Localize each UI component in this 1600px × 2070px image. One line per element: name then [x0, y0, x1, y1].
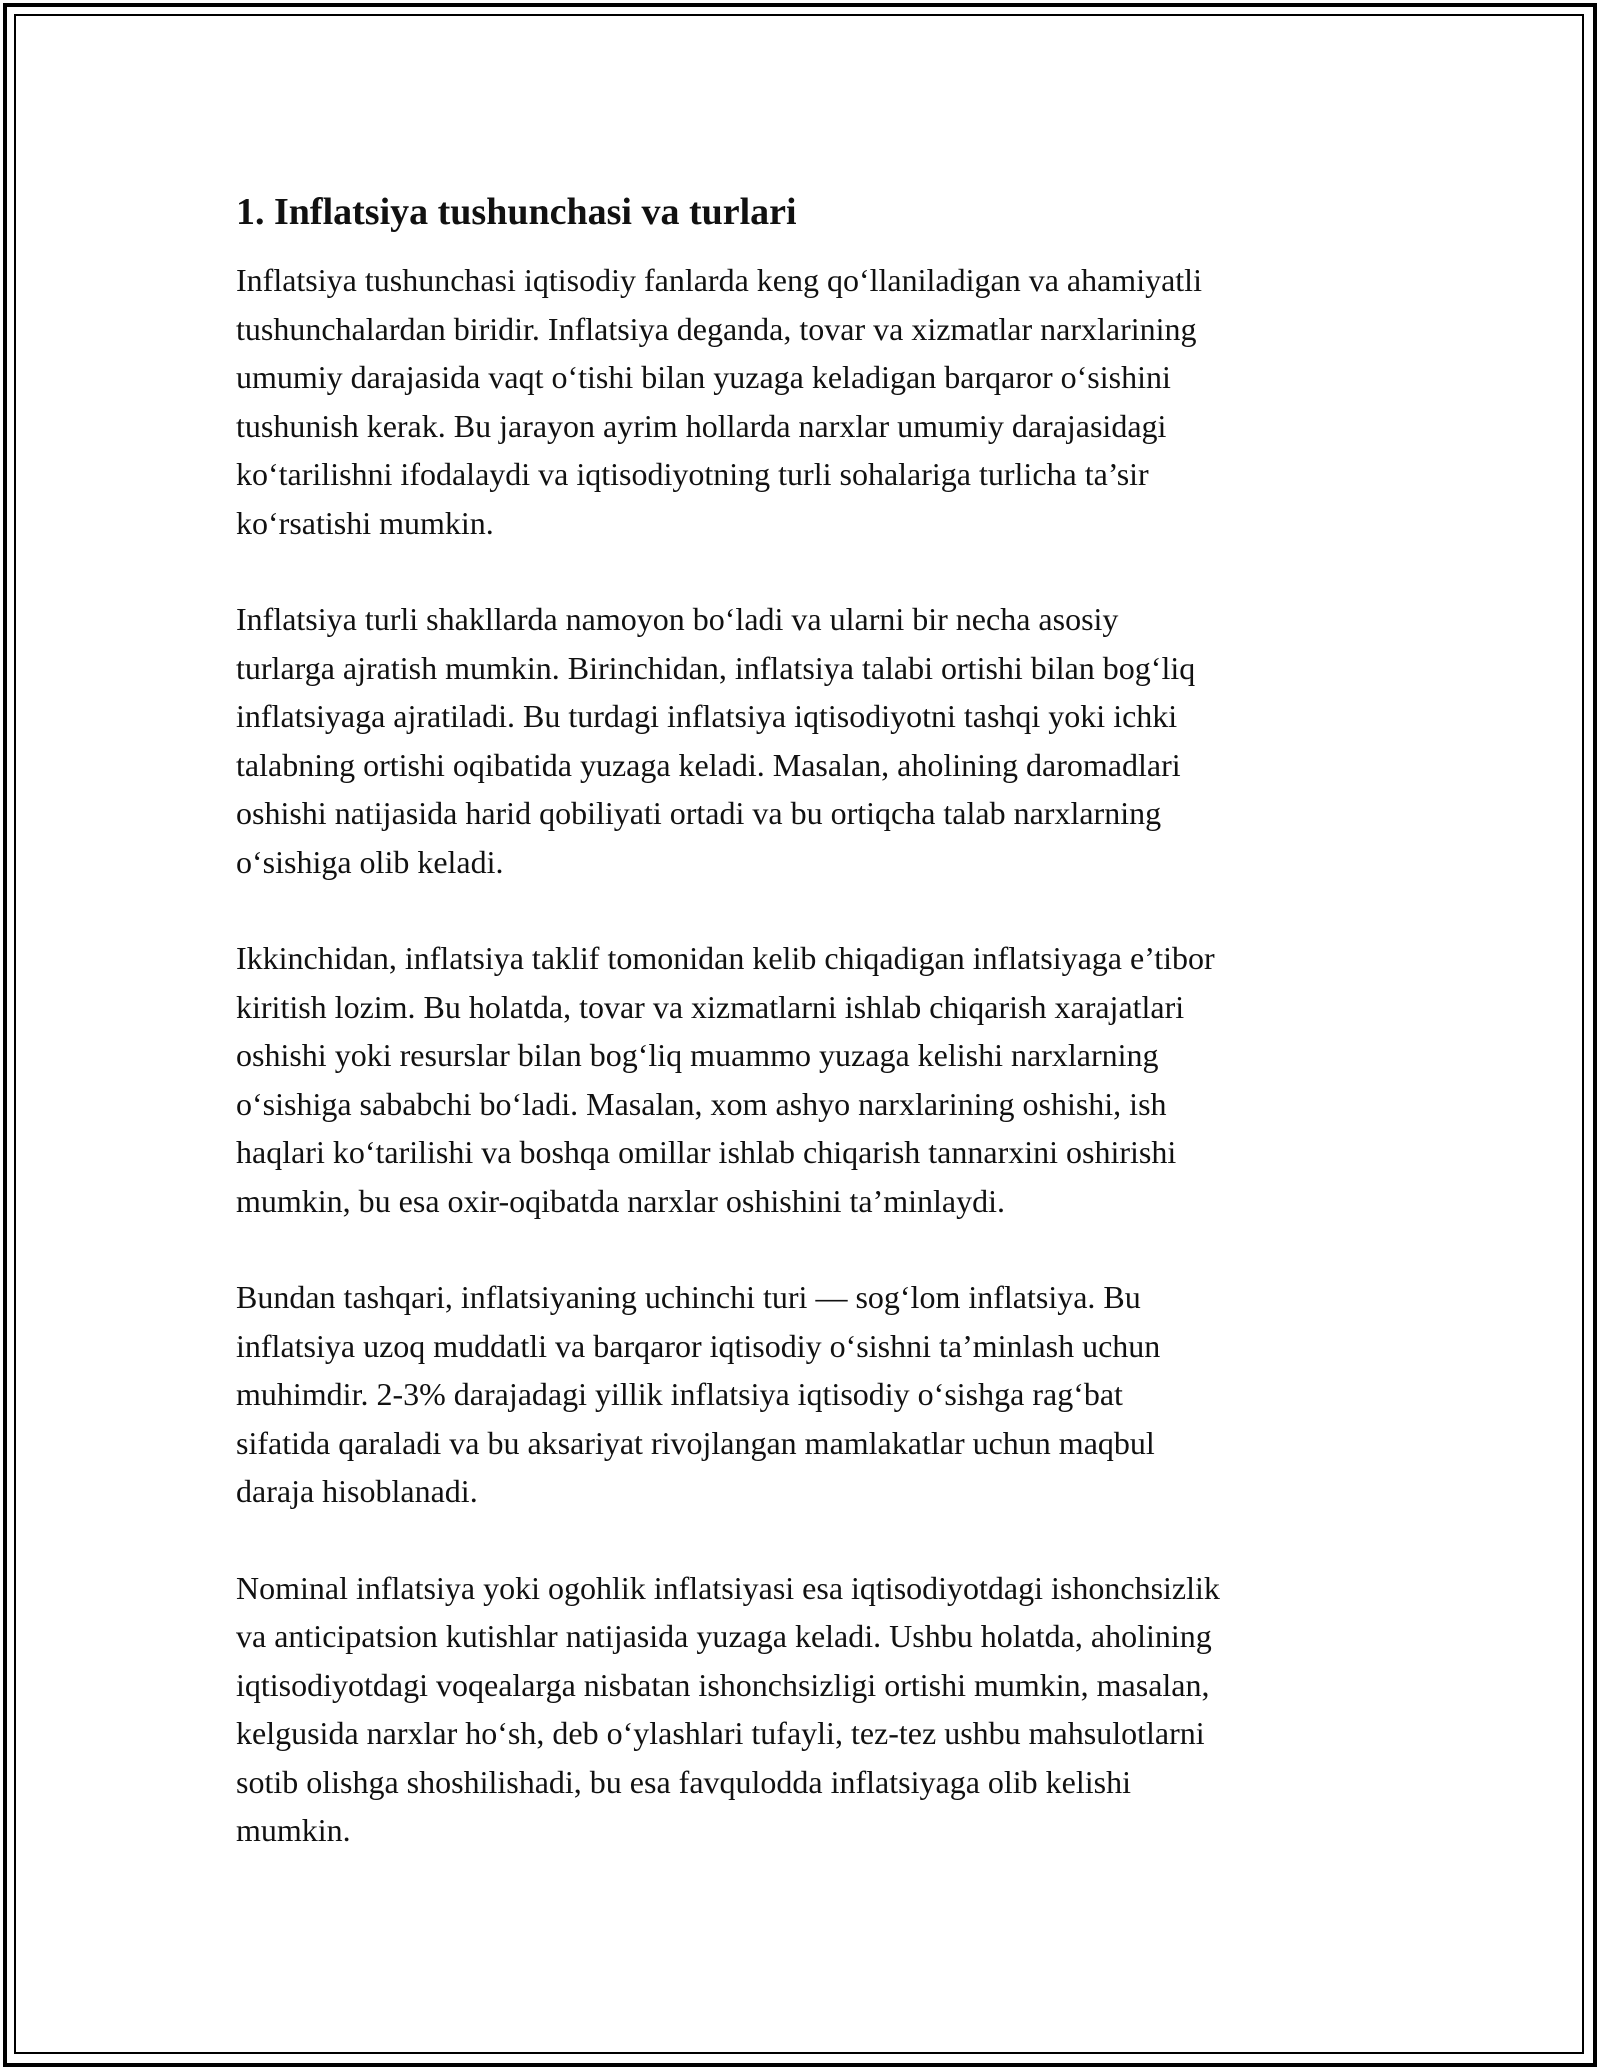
paragraph-1: Inflatsiya tushunchasi iqtisodiy fanlarda keng qo‘llaniladigan va ahamiyatli tushunchalardan biridir. Inflatsiya deganda, tovar va xizmatlar narxlarining umumiy darajasida vaqt o‘tishi bilan yuzaga keladigan barqaror o‘sishini tushunish kerak. Bu jarayon ayrim hollarda narxlar umumiy darajasidagi ko‘tarilishni ifodalaydi va iqtisodiyotning turli sohalariga turlicha ta’sir ko‘rsatishi mumkin. [236, 262, 1202, 541]
section-heading: 1. Inflatsiya tushunchasi va turlari [236, 191, 797, 233]
paragraph-2: Inflatsiya turli shakllarda namoyon bo‘ladi va ularni bir necha asosiy turlarga ajratish mumkin. Birinchidan, inflatsiya talabi ortishi bilan bog‘liq inflatsiyaga ajratiladi. Bu turdagi inflatsiya iqtisodiyotni tashqi yoki ichki talabning ortishi oqibatida yuzaga keladi. Masalan, aholining daromadlari oshishi natijasida harid qobiliyati ortadi va bu ortiqcha talab narxlarning o‘sishiga olib keladi. [236, 601, 1196, 880]
document-body [236, 186, 1386, 1903]
paragraph-5: Nominal inflatsiya yoki ogohlik inflatsiyasi esa iqtisodiyotdagi ishonchsizlik va anticipatsion kutishlar natijasida yuzaga keladi. Ushbu holatda, aholining iqtisodiyotdagi voqealarga nisbatan ishonchsizligi ortishi mumkin, masalan, kelgusida narxlar ho‘sh, deb o‘ylashlari tufayli, tez-tez ushbu mahsulotlarni sotib olishga shoshilishadi, bu esa favqulodda inflatsiyaga olib kelishi mumkin. [236, 1569, 1220, 1848]
paragraph-3: Ikkinchidan, inflatsiya taklif tomonidan kelib chiqadigan inflatsiyaga e’tibor kiritish lozim. Bu holatda, tovar va xizmatlarni ishlab chiqarish xarajatlari oshishi yoki resurslar bilan bog‘liq muammo yuzaga kelishi narxlarning o‘sishiga sababchi bo‘ladi. Masalan, xom ashyo narxlarining oshishi, ish haqlari ko‘tarilishi va boshqa omillar ishlab chiqarish tannarxini oshirishi mumkin, bu esa oxir-oqibatda narxlar oshishini ta’minlaydi. [236, 940, 1215, 1219]
paragraph-4: Bundan tashqari, inflatsiyaning uchinchi turi — sog‘lom inflatsiya. Bu inflatsiya uzoq muddatli va barqaror iqtisodiy o‘sishni ta’minlash uchun muhimdir. 2-3% darajadagi yillik inflatsiya iqtisodiy o‘sishga rag‘bat sifatida qaraladi va bu aksariyat rivojlangan mamlakatlar uchun maqbul daraja hisoblanadi. [236, 1279, 1161, 1509]
